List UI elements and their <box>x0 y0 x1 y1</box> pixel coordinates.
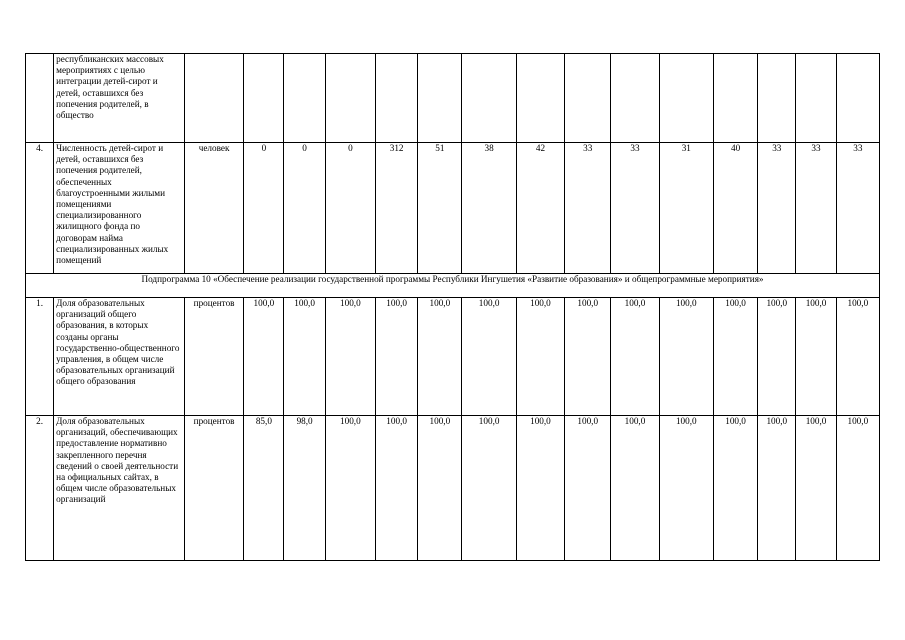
value-cell: 33 <box>836 143 879 274</box>
value-cell: 100,0 <box>758 298 796 416</box>
value-cell: 100,0 <box>516 416 564 561</box>
unit-cell: процентов <box>184 298 243 416</box>
value-cell: 31 <box>659 143 713 274</box>
value-cell: 33 <box>611 143 659 274</box>
value-cell <box>418 54 462 143</box>
value-cell <box>284 54 325 143</box>
indicator-name: республиканских массовых мероприятиях с целью интеграции детей-сирот и детей, оставшихся без попечения родителей, в общество <box>54 54 185 143</box>
row-number: 4. <box>26 143 54 274</box>
row-number: 1. <box>26 298 54 416</box>
value-cell: 100,0 <box>758 416 796 561</box>
value-cell: 0 <box>325 143 375 274</box>
value-cell <box>659 54 713 143</box>
value-cell: 100,0 <box>418 416 462 561</box>
value-cell: 38 <box>462 143 516 274</box>
value-cell: 100,0 <box>565 416 611 561</box>
value-cell <box>376 54 418 143</box>
table-row <box>26 298 880 416</box>
value-cell: 100,0 <box>325 298 375 416</box>
unit-cell: процентов <box>184 416 243 561</box>
value-cell: 100,0 <box>611 416 659 561</box>
value-cell: 100,0 <box>325 416 375 561</box>
value-cell <box>796 54 836 143</box>
row-number <box>26 54 54 143</box>
value-cell <box>836 54 879 143</box>
value-cell: 100,0 <box>713 416 757 561</box>
unit-cell: человек <box>184 143 243 274</box>
value-cell: 100,0 <box>418 298 462 416</box>
indicators-table <box>25 53 880 561</box>
value-cell: 100,0 <box>462 416 516 561</box>
value-cell: 100,0 <box>659 416 713 561</box>
unit-cell <box>184 54 243 143</box>
indicator-name: Численность детей-сирот и детей, оставшихся без попечения родителей, обеспеченных благоустроенными жилыми помещениями специализированного жилищного фонда по договорам найма специализированных жилых помещений <box>54 143 185 274</box>
value-cell: 100,0 <box>836 298 879 416</box>
value-cell <box>325 54 375 143</box>
table-body <box>26 54 880 561</box>
value-cell: 51 <box>418 143 462 274</box>
value-cell: 100,0 <box>836 416 879 561</box>
value-cell: 33 <box>796 143 836 274</box>
value-cell: 100,0 <box>796 416 836 561</box>
value-cell: 0 <box>244 143 284 274</box>
table-row <box>26 143 880 274</box>
value-cell: 100,0 <box>713 298 757 416</box>
subprogram-title: Подпрограмма 10 «Обеспечение реализации государственной программы Республики Ингушетия «Развитие образования» и общепрограммные мероприятия» <box>26 274 880 298</box>
value-cell <box>462 54 516 143</box>
value-cell: 100,0 <box>376 416 418 561</box>
indicator-name: Доля образовательных организаций, обеспечивающих предоставление нормативно закрепленного перечня сведений о своей деятельности на официальных сайтах, в общем числе образовательных организаций <box>54 416 185 561</box>
value-cell: 100,0 <box>462 298 516 416</box>
value-cell: 312 <box>376 143 418 274</box>
value-cell: 33 <box>758 143 796 274</box>
table-row <box>26 416 880 561</box>
value-cell: 100,0 <box>376 298 418 416</box>
value-cell: 85,0 <box>244 416 284 561</box>
value-cell: 100,0 <box>659 298 713 416</box>
value-cell: 42 <box>516 143 564 274</box>
value-cell: 100,0 <box>284 298 325 416</box>
table-row <box>26 54 880 143</box>
value-cell: 40 <box>713 143 757 274</box>
value-cell <box>565 54 611 143</box>
value-cell <box>758 54 796 143</box>
value-cell <box>516 54 564 143</box>
value-cell: 100,0 <box>565 298 611 416</box>
value-cell: 98,0 <box>284 416 325 561</box>
indicator-name: Доля образовательных организаций общего образования, в которых созданы органы государственно-общественного управления, в общем числе образовательных организаций общего образования <box>54 298 185 416</box>
row-number: 2. <box>26 416 54 561</box>
value-cell <box>713 54 757 143</box>
subprogram-row <box>26 274 880 298</box>
value-cell: 0 <box>284 143 325 274</box>
value-cell: 100,0 <box>244 298 284 416</box>
value-cell: 33 <box>565 143 611 274</box>
value-cell: 100,0 <box>796 298 836 416</box>
value-cell: 100,0 <box>516 298 564 416</box>
value-cell <box>611 54 659 143</box>
value-cell: 100,0 <box>611 298 659 416</box>
value-cell <box>244 54 284 143</box>
